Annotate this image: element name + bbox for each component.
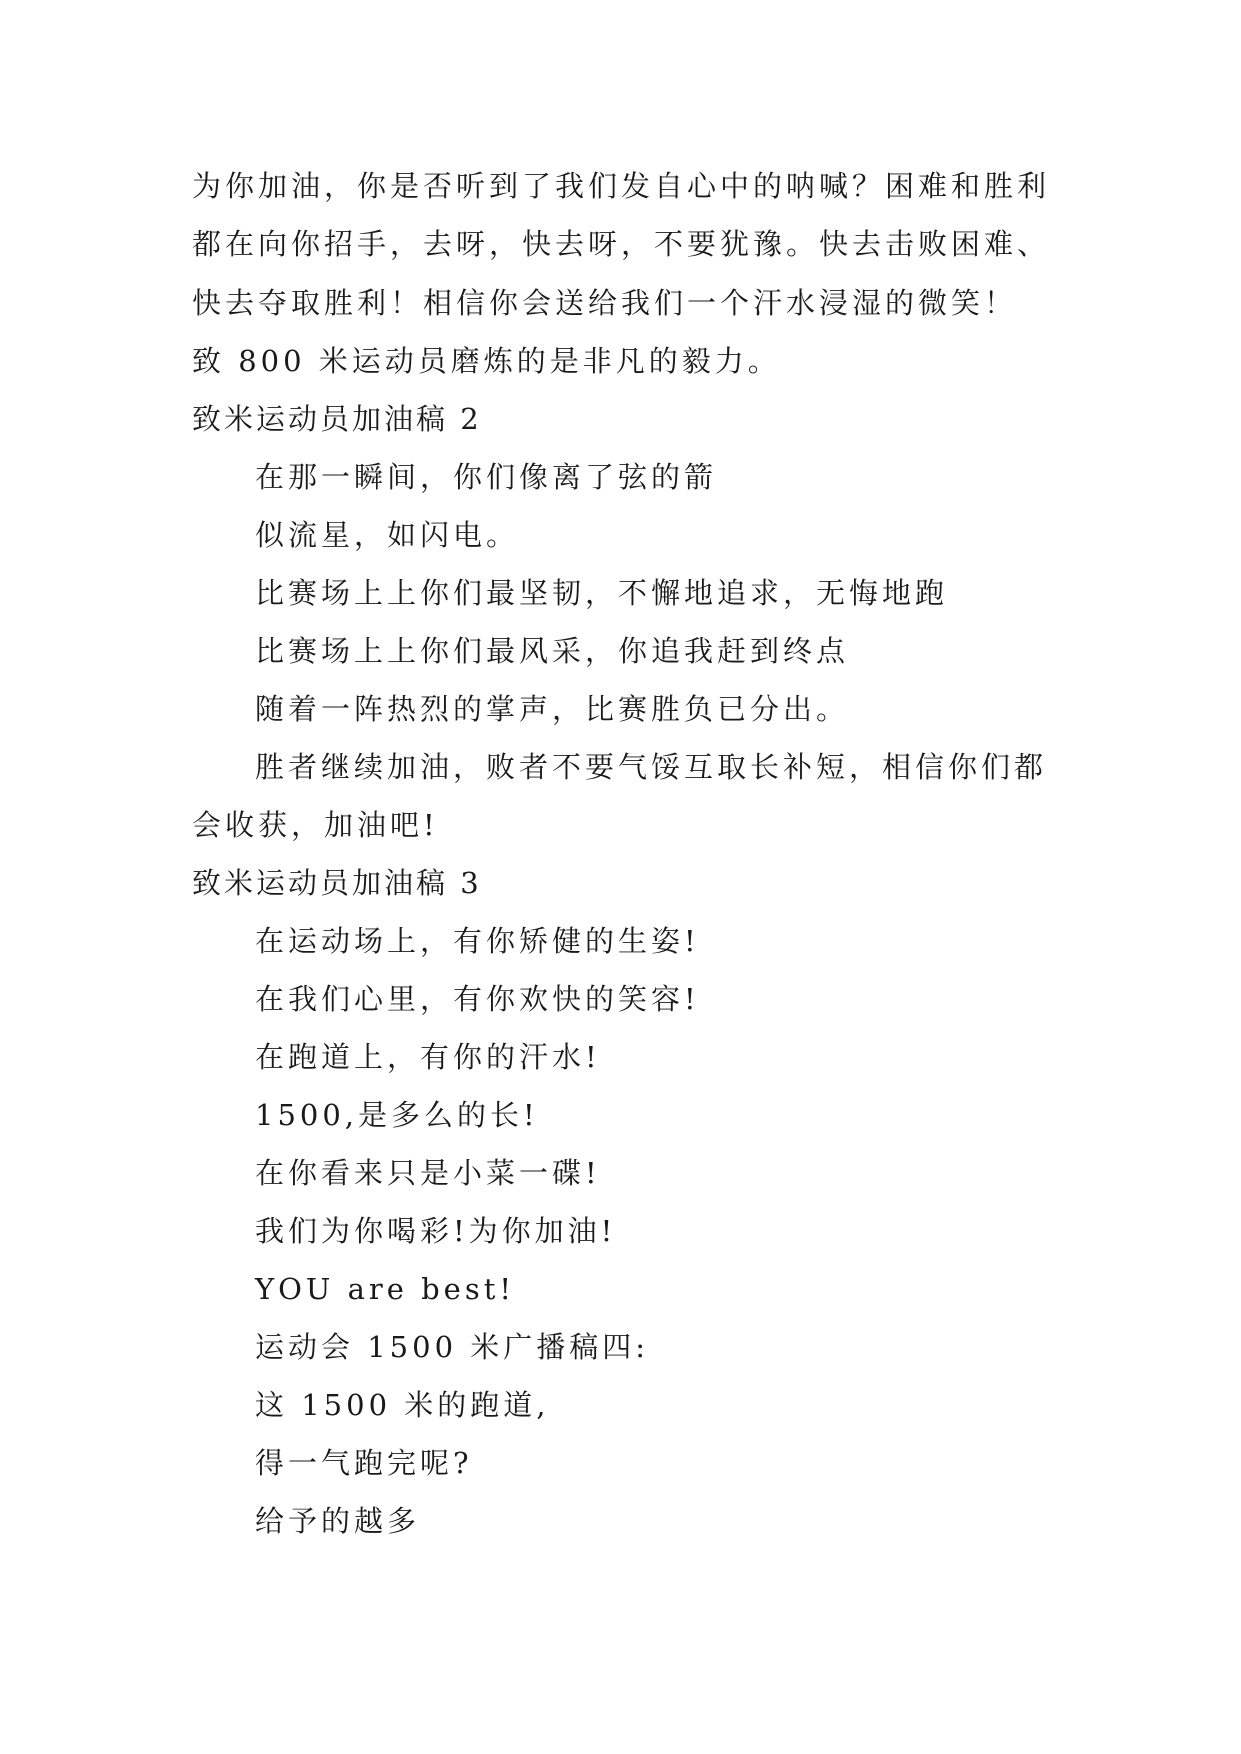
- section-heading: 致米运动员加油稿 2: [192, 402, 482, 436]
- poem-line: 1500,是多么的长!: [255, 1098, 539, 1132]
- poem-line: 在那一瞬间，你们像离了弦的箭: [255, 460, 718, 494]
- paragraph-line: 致 800 米运动员磨炼的是非凡的毅力。: [192, 344, 781, 378]
- poem-line: 比赛场上上你们最风采，你追我赶到终点: [255, 634, 850, 668]
- poem-line: 胜者继续加油，败者不要气馁互取长补短，相信你们都: [255, 750, 1048, 784]
- paragraph-line: 快去夺取胜利！相信你会送给我们一个汗水浸湿的微笑！: [192, 286, 1018, 320]
- poem-line: 在运动场上，有你矫健的生姿!: [255, 924, 700, 958]
- paragraph-line: 为你加油，你是否听到了我们发自心中的呐喊？困难和胜利: [192, 169, 1051, 203]
- poem-line: 比赛场上上你们最坚韧，不懈地追求，无悔地跑: [255, 576, 949, 610]
- poem-line: 在我们心里，有你欢快的笑容!: [255, 982, 700, 1016]
- poem-line: 得一气跑完呢?: [255, 1446, 473, 1480]
- poem-line: 在跑道上，有你的汗水!: [255, 1040, 601, 1074]
- paragraph-line: 会收获，加油吧!: [192, 808, 439, 842]
- poem-line: 这 1500 米的跑道,: [255, 1388, 550, 1422]
- poem-line: 给予的越多: [255, 1504, 421, 1538]
- poem-line: 随着一阵热烈的掌声，比赛胜负已分出。: [255, 692, 850, 726]
- poem-line: 在你看来只是小菜一碟!: [255, 1156, 601, 1190]
- poem-line: 似流星，如闪电。: [255, 518, 520, 552]
- section-heading: 致米运动员加油稿 3: [192, 866, 482, 900]
- poem-line: 我们为你喝彩!为你加油!: [255, 1214, 617, 1248]
- paragraph-line: 都在向你招手，去呀，快去呀，不要犹豫。快去击败困难、: [192, 227, 1051, 261]
- poem-line: YOU are best!: [255, 1272, 516, 1306]
- poem-line: 运动会 1500 米广播稿四:: [255, 1330, 650, 1364]
